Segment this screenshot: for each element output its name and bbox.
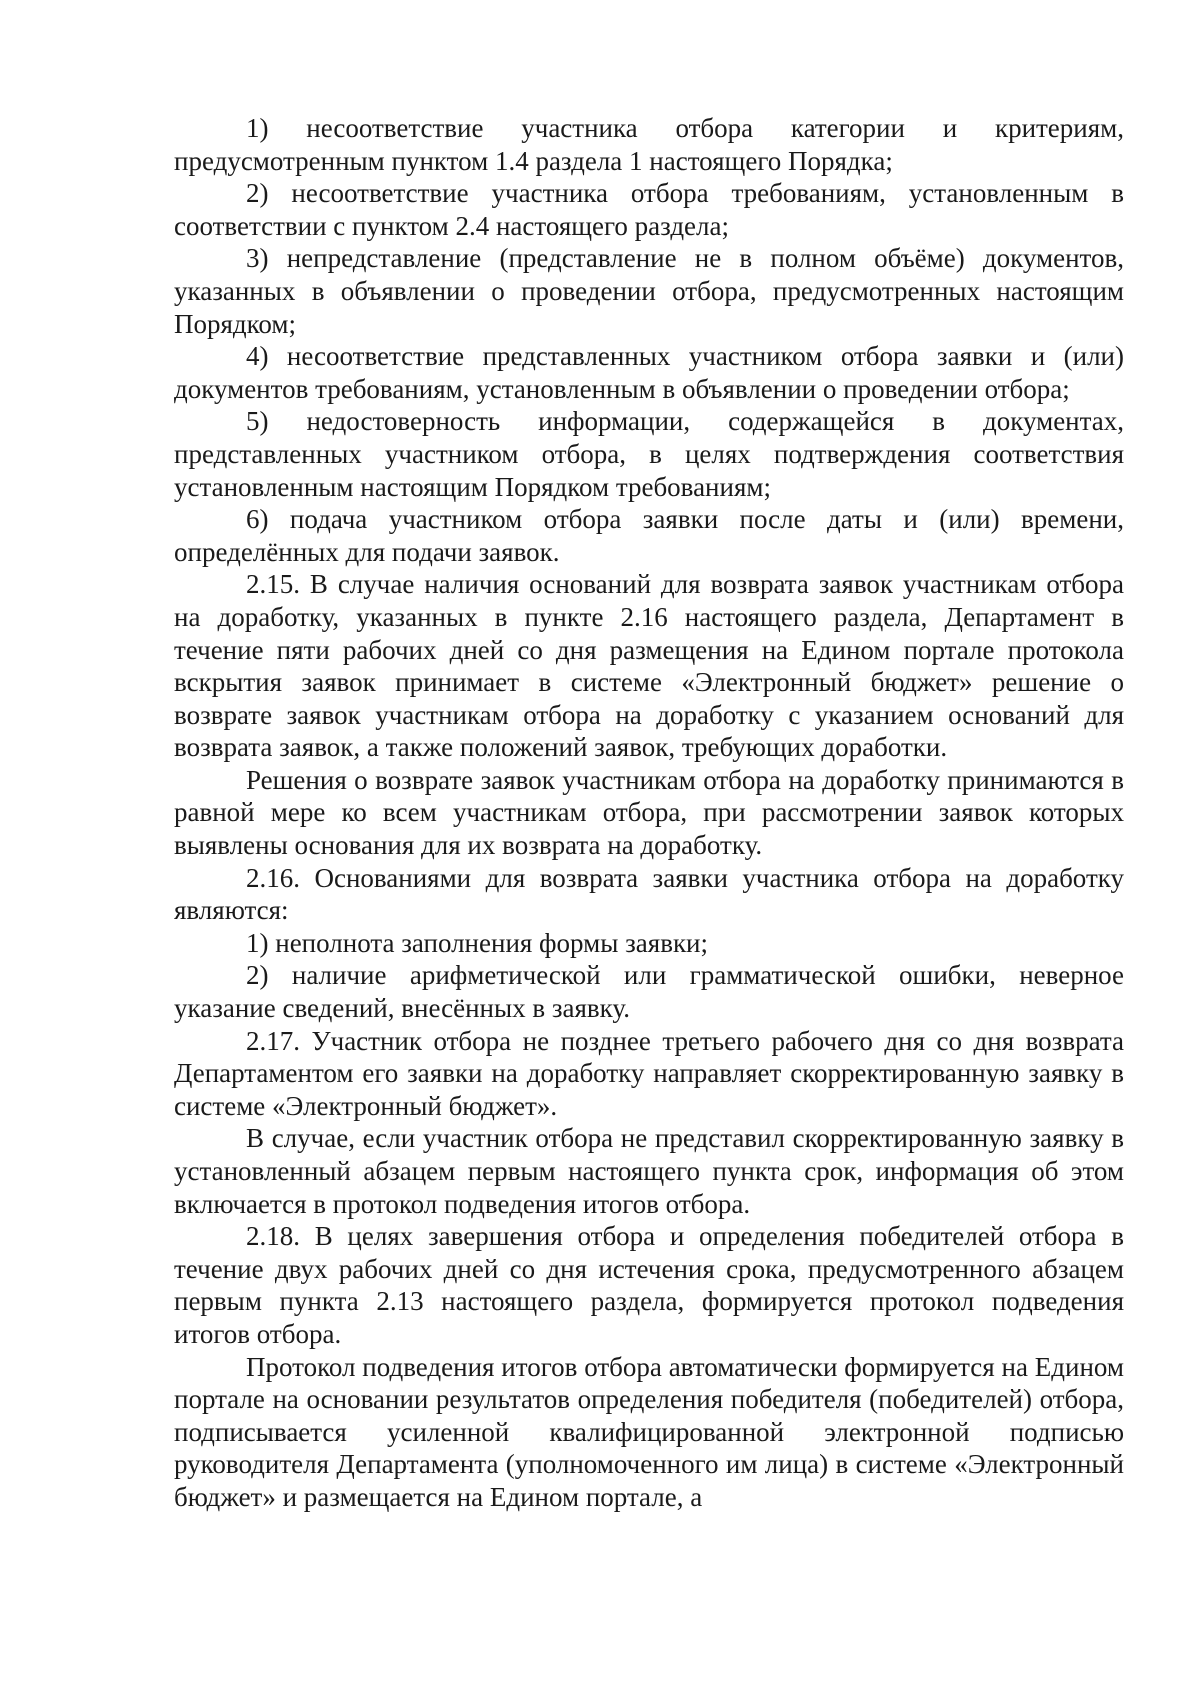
paragraph-item-5: 5) недостоверность информации, содержащейся в документах, представленных участником отбора, в целях подтверждения соответствия установленным настоящим Порядком требованиям;: [174, 406, 1124, 502]
paragraph-item-4: 4) несоответствие представленных участником отбора заявки и (или) документов требованиям, установленным в объявлении о проведении отбора;: [174, 341, 1124, 404]
paragraph-protocol: Протокол подведения итогов отбора автоматически формируется на Едином портале на основании результатов определения победителя (победителей) отбора, подписывается усиленной квалифицированной электронной подписью руководителя Департамента (уполномоченного им лица) в системе «Электронный бюджет» и размещается на Едином портале, а: [174, 1351, 1124, 1512]
paragraph-2-17: 2.17. Участник отбора не позднее третьего рабочего дня со дня возврата Департаментом его заявки на доработку направляет скорректированную заявку в системе «Электронный бюджет».: [174, 1025, 1124, 1121]
paragraph-item-3: 3) непредставление (представление не в полном объёме) документов, указанных в объявлении о проведении отбора, предусмотренных настоящим Порядком;: [174, 243, 1124, 339]
paragraph-item-1: 1) несоответствие участника отбора категории и критериям, предусмотренным пунктом 1.4 раздела 1 настоящего Порядка;: [174, 113, 1124, 176]
paragraph-2-18: 2.18. В целях завершения отбора и определения победителей отбора в течение двух рабочих дней со дня истечения срока, предусмотренного абзацем первым пункта 2.13 настоящего раздела, формируется протокол подведения итогов отбора.: [174, 1221, 1124, 1349]
paragraph-item-6: 6) подача участником отбора заявки после даты и (или) времени, определённых для подачи заявок.: [174, 504, 1124, 567]
paragraph-item-2: 2) несоответствие участника отбора требованиям, установленным в соответствии с пунктом 2.4 настоящего раздела;: [174, 178, 1124, 241]
paragraph-2-17-case: В случае, если участник отбора не представил скорректированную заявку в установленный абзацем первым настоящего пункта срок, информация об этом включается в протокол подведения итогов отбора.: [174, 1123, 1124, 1219]
paragraph-2-16-item-2: 2) наличие арифметической или грамматической ошибки, неверное указание сведений, внесённых в заявку.: [174, 960, 1124, 1024]
paragraph-2-15: 2.15. В случае наличия оснований для возврата заявок участникам отбора на доработку, указанных в пункте 2.16 настоящего раздела, Департамент в течение пяти рабочих дней со дня размещения на Едином портале протокола вскрытия заявок принимает в системе «Электронный бюджет» решение о возврате заявок участникам отбора на доработку с указанием оснований для возврата заявок, а также положений заявок, требующих доработки.: [174, 569, 1124, 763]
paragraph-2-16-item-1: 1) неполнота заполнения формы заявки;: [246, 927, 709, 958]
paragraph-2-16: 2.16. Основаниями для возврата заявки участника отбора на доработку являются:: [174, 862, 1124, 926]
paragraph-2-15-decisions: Решения о возврате заявок участникам отбора на доработку принимаются в равной мере ко всем участникам отбора, при рассмотрении заявок которых выявлены основания для их возврата на доработку.: [174, 764, 1124, 861]
document-page: [174, 112, 1124, 1514]
